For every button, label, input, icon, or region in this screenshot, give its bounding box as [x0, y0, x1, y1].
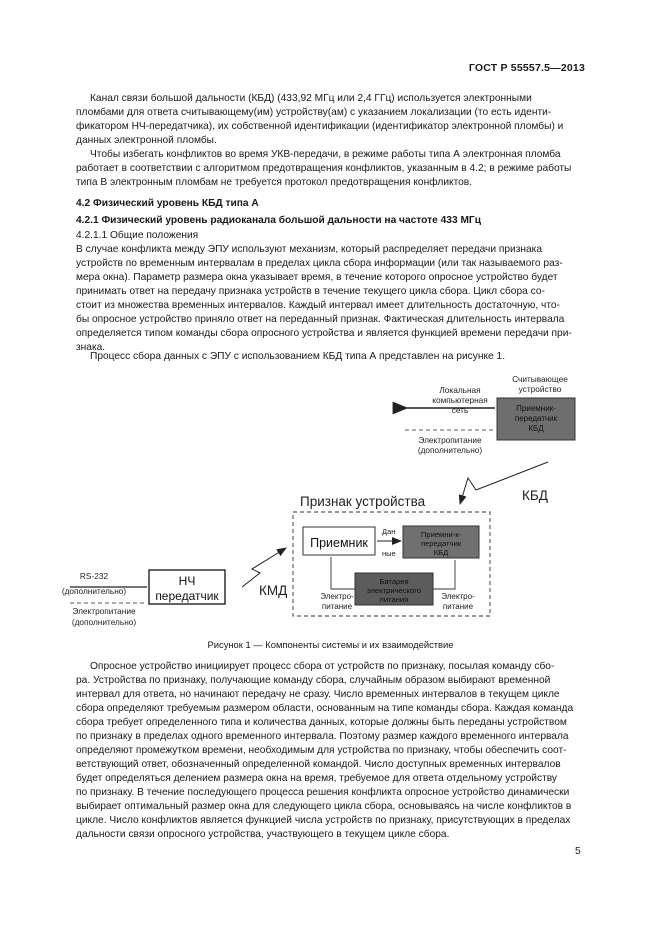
reader-title-1: Считывающее — [512, 374, 568, 384]
p3-line-3: мера окна). Параметр размера окна указывает время, в течение которого опросное устройство будет — [76, 272, 558, 283]
p3-line-4: принимать ответ на передачу признака устройств в течение текущего цикла сбора. Цикл сбора со- — [76, 286, 545, 297]
power-left-connector — [331, 557, 355, 589]
p1-line-4: данных электронной пломбы. — [76, 135, 217, 146]
page-number: 5 — [575, 846, 581, 857]
power-right-connector — [433, 560, 455, 589]
p5-line-9: будет определяться делением размера окна на время, требуемое для ответа отдельному устройству — [76, 773, 558, 784]
p5-line-6: по признаку в пределах одного временного интервала. Поэтому размер каждого временного интервала — [76, 731, 569, 742]
kbd-label: КБД — [522, 488, 548, 503]
reader-device — [497, 374, 575, 440]
battery-1: Батарея — [379, 577, 409, 586]
p2-line-3: типа В электронным пломбам не требуется протокол предотвращения конфликтов. — [76, 177, 473, 188]
p5-line-10: по признаку. В течение последующего процесса решения конфликта опросное устройство динамически — [76, 787, 570, 798]
network-label-1: Локальная — [439, 385, 481, 395]
lf-tx-1: НЧ — [178, 574, 196, 588]
p3-line-6: бы опросное устройство приняло ответ на переданный признак. Фактическая длительность интервала — [76, 314, 565, 325]
p1-line-2: пломбами для ответа считывающему(им) устройству(ам) с указанием локализации (то есть иденти- — [76, 107, 552, 118]
reader-title-2: устройство — [518, 384, 562, 394]
p5-line-4: сбора определяют требуемым размером области, основанным на типе команды сбора. Каждая команда — [76, 703, 574, 714]
p1-line-3: фикатором НЧ-передатчика), их собственной идентификации (идентификатор электронной пломбы) и — [76, 121, 564, 132]
power-bottom-2: (дополнительно) — [71, 617, 137, 627]
battery-2: электрического — [366, 586, 422, 595]
document-header-id: ГОСТ Р 55557.5—2013 — [468, 62, 585, 74]
p5-line-2: ра. Устройства по признаку, получающие команду сбора, случайным образом выбирают временной — [76, 675, 551, 686]
p3-line-5: стоит из множества временных интервалов. Каждый интервал имеет длительность достаточную, что- — [76, 300, 560, 311]
p5-line-8: ветствующий ответ, обозначенный определенной командой. Число доступных временных интервалов — [76, 759, 561, 770]
power-left-1: Электро- — [320, 592, 354, 601]
transceiver-3: КБД — [433, 548, 449, 557]
power-right-1: Электро- — [441, 592, 475, 601]
reader-module-1: Приемник- — [516, 404, 556, 413]
figure-diagram — [0, 372, 661, 632]
lf-tx-2: передатчик — [155, 589, 219, 603]
transceiver-2: передатчик — [420, 539, 462, 548]
p5-line-7: определяют промежутком времени, необходимым для устройства по признаку, чтобы обеспечить соот- — [76, 745, 567, 756]
power-left-2: питание — [321, 602, 353, 611]
p3-line-1: В случае конфликта между ЭПУ используют механизм, который распределяет передачи признака — [76, 244, 543, 255]
p4-line: Процесс сбора данных с ЭПУ с использованием КБД типа А представлен на рисунке 1. — [90, 351, 506, 362]
p5-line-3: интервал для ответа, но начинают передачу не сразу. Число временных интервалов в текущем цикле — [76, 689, 560, 700]
p5-line-5: сбора требует определенного типа и количества данных, которые должны быть переданы устройством — [76, 717, 567, 728]
power-bottom-1: Электропитание — [72, 606, 136, 616]
p5-line-1: Опросное устройство инициирует процесс сбора от устройств по признаку, посылая команду сбо- — [90, 661, 555, 672]
p3-line-8: знака. — [76, 342, 106, 353]
heading-4-2-1: 4.2.1 Физический уровень радиоканала большой дальности на частоте 433 МГц — [76, 215, 481, 226]
power-top-2: (дополнительно) — [417, 445, 483, 455]
kmd-label: КМД — [259, 583, 288, 598]
power-right-2: питание — [442, 602, 474, 611]
device-title: Признак устройства — [300, 494, 426, 509]
p5-line-11: выбирает оптимальный размер окна для следующего цикла сбора, основываясь на числе конфликтов в — [76, 801, 572, 812]
rs232-1: RS-232 — [79, 571, 109, 581]
p1-line-1: Канал связи большой дальности (КБД) (433,92 МГц или 2,4 ГГц) используется электронными — [90, 93, 532, 104]
rs232-2: (дополнительно) — [61, 586, 127, 596]
p3-line-7: определяется типом команды сбора опросного устройства и является функцией времени передачи при- — [76, 328, 572, 339]
data-label-2: ные — [382, 549, 396, 558]
kmd-link-zigzag — [242, 548, 286, 587]
heading-4-2-1-1: 4.2.1.1 Общие положения — [76, 230, 199, 241]
p5-line-12: цикле. Число конфликтов является функцией числа устройств по признаку, присутствующих в пределах — [76, 815, 571, 826]
battery-3: питания — [379, 595, 409, 604]
p2-line-1: Чтобы избегать конфликтов во время УКВ-передачи, в режиме работы типа А электронная пломба — [90, 149, 561, 160]
p3-line-2: устройств по временным интервалам в пределах цикла сбора информации (или так называемого раз- — [76, 258, 563, 269]
network-label-3: сеть — [451, 405, 469, 415]
p2-line-2: работает в соответствии с алгоритмом предотвращения конфликтов, указанным в 4.2; в режиме работы — [76, 163, 572, 174]
power-top-1: Электропитание — [418, 435, 482, 445]
reader-module-2: передатчик — [514, 414, 558, 423]
p5-line-13: дальности связи опросного устройства, участвующего в текущем цикле сбора. — [76, 829, 450, 840]
network-label-2: компьютерная — [432, 395, 488, 405]
figure-caption: Рисунок 1 — Компоненты системы и их взаимодействие — [207, 639, 454, 650]
reader-module-3: КБД — [528, 424, 544, 433]
receiver-label: Приемник — [310, 536, 368, 550]
data-label-1: Дан — [382, 527, 396, 536]
transceiver-1: Приемни-к- — [420, 530, 462, 539]
heading-4-2: 4.2 Физический уровень КБД типа А — [76, 198, 259, 209]
